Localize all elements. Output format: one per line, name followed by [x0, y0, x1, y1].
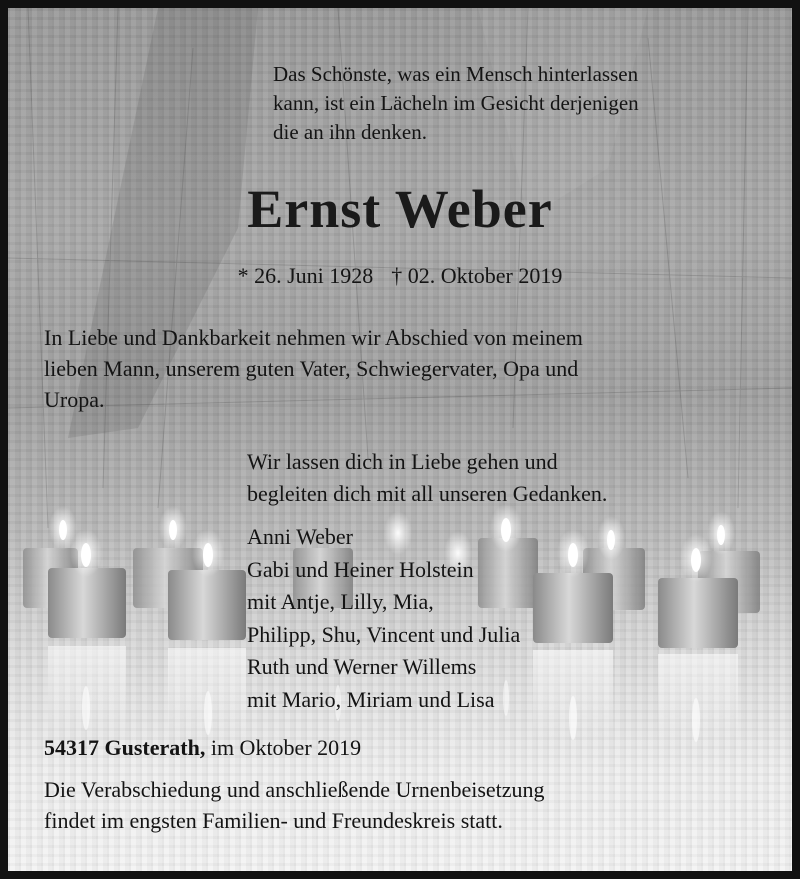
verse-line: begleiten dich mit all unseren Gedanken. [247, 481, 608, 506]
farewell-line: Uropa. [44, 387, 105, 412]
mourner-entry: Philipp, Shu, Vincent und Julia [247, 621, 521, 647]
place-date: im Oktober 2019 [210, 735, 362, 760]
funeral-line: Die Verabschiedung und anschließende Urnenbeisetzung [44, 777, 545, 802]
mourner-entry: mit Mario, Miriam und Lisa [247, 686, 495, 712]
death-date: † 02. Oktober 2019 [391, 263, 563, 288]
quote-line: kann, ist ein Lächeln im Gesicht derjenigen [273, 91, 639, 115]
quote-line: die an ihn denken. [273, 120, 427, 144]
farewell-line: In Liebe und Dankbarkeit nehmen wir Abschied von meinem [44, 325, 583, 350]
funeral-notice [44, 774, 760, 836]
farewell-text [44, 322, 774, 415]
mourner-entry: Anni Weber [247, 524, 353, 549]
life-dates [8, 263, 792, 289]
memorial-quote [273, 60, 773, 147]
mourner-entry: mit Antje, Lilly, Mia, [247, 589, 434, 614]
quote-line: Das Schönste, was ein Mensch hinterlassen [273, 62, 639, 86]
mourner-entry: Ruth und Werner Willems [247, 654, 477, 679]
funeral-line: findet im engsten Familien- und Freundeskreis statt. [44, 808, 503, 833]
mourners-list [247, 521, 667, 716]
deceased-name: Ernst Weber [247, 179, 553, 239]
verse-line: Wir lassen dich in Liebe gehen und [247, 449, 558, 474]
mourner-entry: Gabi und Heiner Holstein [247, 556, 474, 582]
place-and-date [44, 735, 764, 761]
farewell-line: lieben Mann, unserem guten Vater, Schwiegervater, Opa und [44, 356, 579, 381]
verse-text [247, 446, 767, 510]
place-location: 54317 Gusterath, [44, 735, 206, 760]
birth-date: * 26. Juni 1928 [237, 263, 374, 288]
